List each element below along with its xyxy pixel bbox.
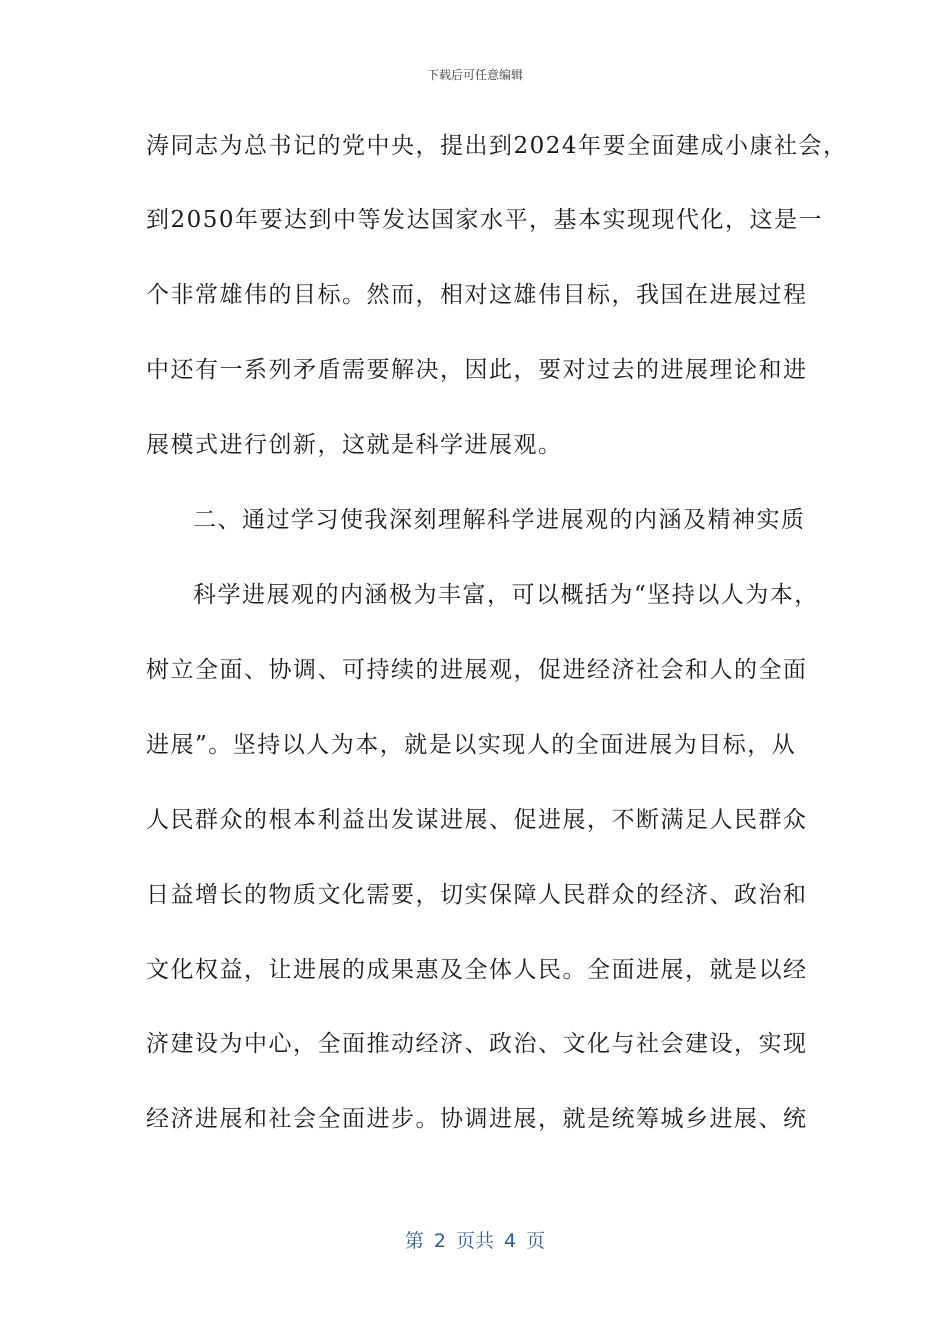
body-line: 到2050年要达到中等发达国家水平，基本实现现代化，这是一 [146,207,824,233]
paragraph-start: 科学进展观的内涵极为丰富，可以概括为“坚持以人为本， [193,582,819,608]
body-line: 涛同志为总书记的党中央，提出到2024年要全面建成小康社会， [146,133,848,159]
page-number-footer: 第 2 页共 4 页 [404,1230,546,1252]
section-heading: 二、通过学习使我深刻理解科学进展观的内涵及精神实质 [193,507,806,533]
body-line: 济建设为中心，全面推动经济、政治、文化与社会建设，实现 [146,1031,808,1057]
body-line: 个非常雄伟的目标。然而，相对这雄伟目标，我国在进展过程 [146,282,808,308]
body-line: 展模式进行创新，这就是科学进展观。 [146,432,563,458]
body-line: 人民群众的根本利益出发谋进展、促进展，不断满足人民群众 [146,807,808,833]
body-line: 文化权益，让进展的成果惠及全体人民。全面进展，就是以经 [146,957,808,983]
body-line: 树立全面、协调、可持续的进展观，促进经济社会和人的全面 [146,657,808,683]
body-line: 经济进展和社会全面进步。协调进展，就是统筹城乡进展、统 [146,1106,808,1132]
download-note: 下载后可任意编辑 [426,68,523,82]
body-line: 进展”。坚持以人为本，就是以实现人的全面进展为目标，从 [146,732,797,758]
body-line: 日益增长的物质文化需要，切实保障人民群众的经济、政治和 [146,882,808,908]
body-line: 中还有一系列矛盾需要解决，因此，要对过去的进展理论和进 [146,357,808,383]
